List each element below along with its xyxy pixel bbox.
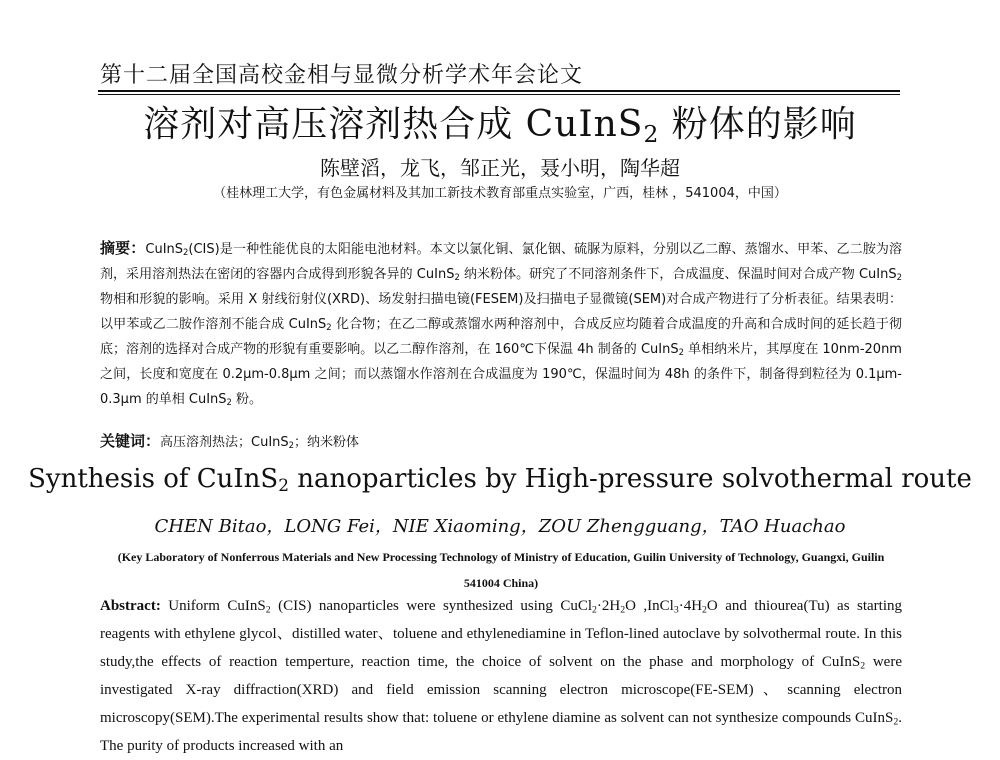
running-header: 第十二届全国高校金相与显微分析学术年会论文: [100, 63, 584, 88]
abs-en-s4: O ,InCl: [625, 598, 674, 614]
kw-cn-s1sub: 2: [288, 440, 295, 451]
chinese-abstract-label: 摘要：: [100, 239, 146, 257]
chinese-keywords: [100, 430, 902, 454]
chinese-abstract: [100, 236, 902, 412]
abs-en-s1sub: 2: [265, 604, 271, 616]
chinese-title: [0, 96, 1000, 147]
header-rule: [98, 90, 900, 92]
abs-en-s4sub: 3: [673, 604, 679, 616]
english-title-sub: 2: [278, 475, 289, 496]
abs-cn-s1sub: 2: [183, 247, 189, 258]
abs-cn-s3sub: 2: [896, 272, 902, 283]
english-affiliation: (Key Laboratory of Nonferrous Materials and New Processing Technology of Ministry of Education, Guilin University of Technology, Guangxi, Guilin 541004 China): [117, 550, 885, 590]
english-title: [0, 464, 1000, 494]
abs-en-s2sub: 2: [592, 604, 597, 616]
chinese-keywords-label: 关键词：: [100, 432, 161, 450]
chinese-authors: 陈壁滔，龙飞，邹正光，聂小明，陶华超: [320, 156, 680, 180]
abs-en-s3: ·2H: [596, 598, 621, 614]
abs-cn-s2: (CIS)是一种性能优良的太阳能电池材料。本文以氯化铜、氯化铟、硫脲为原料，分别以乙二醇、蒸馏水、甲苯、乙二胺为溶剂，采用溶剂热法在密闭的容器内合成得到形貌各异的 CuInS: [100, 242, 902, 282]
abs-en-s1: Uniform CuInS: [160, 598, 266, 614]
english-abstract-label: Abstract:: [100, 598, 161, 614]
abs-en-s6sub: 2: [860, 660, 866, 672]
english-title-pre: Synthesis of CuInS: [28, 464, 279, 494]
chinese-title-post: 粉体的影响: [659, 104, 857, 145]
abs-cn-s4: 物相和形貌的影响。采用 X 射线衍射仪(XRD)、场发射扫描电镜(FESEM)及扫描电子显微镜(SEM)对合成产物进行了分析表征。结果表明：以甲苯或乙二胺作溶剂不能合成 CuInS: [100, 292, 902, 332]
abs-en-s6: O and thiourea(Tu) as starting reagents with ethylene glycol、distilled water、toluene and ethylenediamine in Teflon-lined autoclave by solvothermal route. In this study,the effects of reaction temperture, reaction time, the choice of solvent on the phase and morphology of CuInS: [100, 598, 903, 670]
abs-en-s2: (CIS) nanoparticles were synthesized using CuCl: [270, 598, 593, 614]
abs-en-s5sub: 2: [702, 604, 707, 616]
abs-cn-s1: CuInS: [145, 242, 184, 257]
kw-cn-s1: 高压溶剂热法；CuInS: [160, 435, 289, 450]
abs-cn-s3: 纳米粉体。研究了不同溶剂条件下，合成温度、保温时间对合成产物 CuInS: [459, 267, 897, 282]
abs-cn-s2sub: 2: [454, 272, 460, 283]
abs-cn-s6: 单相纳米片，其厚度在 10nm-20nm 之间，长度和宽度在 0.2μm-0.8μm 之间；而以蒸馏水作溶剂在合成温度为 190℃，保温时间为 48h 的条件下，制备得到粒径为 0.1μm-0.3μm 的单相 CuInS: [100, 342, 902, 407]
chinese-title-pre: 溶剂对高压溶剂热合成 CuInS: [143, 104, 644, 145]
abs-en-s7: were investigated X-ray diffraction(XRD) and field emission scanning electron microscope(FE-SEM)、scanning electron microscopy(SEM).The experimental results show that: toluene or ethylene diamine as solvent can not synthesize compounds CuInS: [100, 654, 902, 726]
abs-cn-s5: 化合物；在乙二醇或蒸馏水两种溶剂中，合成反应均随着合成温度的升高和合成时间的延长趋于彻底；溶剂的选择对合成产物的形貌有重要影响。以乙二醇作溶剂，在 160℃下保温 4h 制备的 CuInS: [100, 317, 902, 357]
abs-en-s7sub: 2: [893, 716, 899, 728]
abs-en-s3sub: 2: [620, 604, 626, 616]
english-abstract: [100, 592, 902, 760]
abs-cn-s7: 粉。: [231, 392, 263, 407]
chinese-affiliation: （桂林理工大学，有色金属材料及其加工新技术教育部重点实验室，广西，桂林 ，541004，中国）: [213, 186, 787, 201]
kw-cn-s2: ；纳米粉体: [294, 435, 360, 450]
abs-en-s8: . The purity of products increased with an: [100, 710, 902, 754]
english-authors: CHEN Bitao，LONG Fei，NIE Xiaoming，ZOU Zhengguang，TAO Huachao: [154, 516, 846, 537]
english-title-post: nanoparticles by High-pressure solvothermal route: [288, 464, 972, 494]
abs-cn-s4sub: 2: [326, 322, 332, 333]
chinese-title-sub: 2: [643, 119, 660, 148]
abs-cn-s6sub: 2: [226, 397, 232, 408]
abs-en-s5: ·4H: [678, 598, 703, 614]
abs-cn-s5sub: 2: [678, 347, 684, 358]
